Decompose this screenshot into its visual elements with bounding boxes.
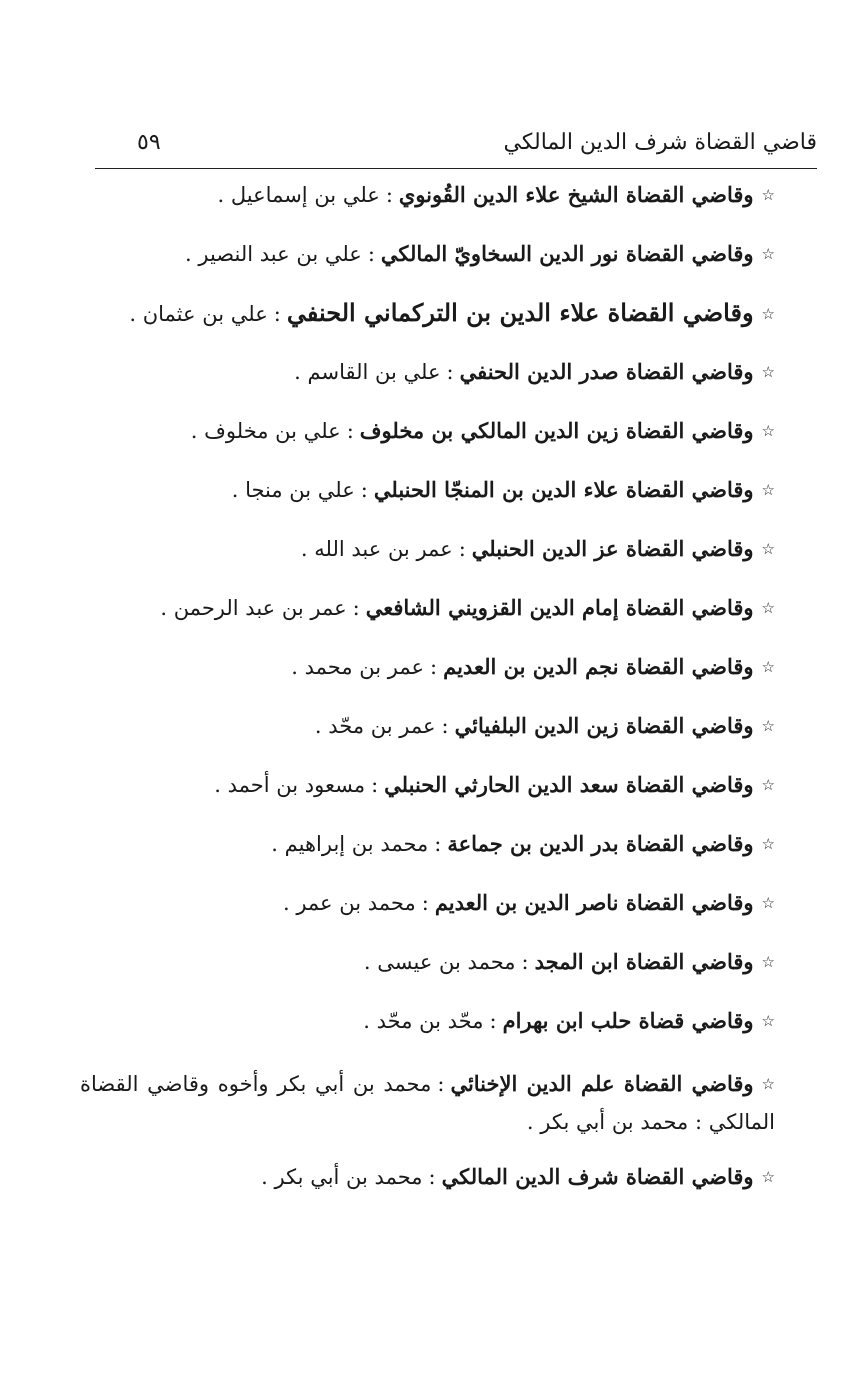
entry-name: محمد بن أبي بكر . (261, 1165, 423, 1189)
star-icon: ☆ (761, 481, 775, 499)
list-item (80, 534, 775, 593)
list-item (80, 888, 775, 947)
entry-title: وقاضي القضاة زين الدين البلفيائي (454, 713, 754, 738)
list-item (80, 711, 775, 770)
list-item (80, 298, 775, 357)
entry-name: عمر بن عبد الله . (300, 537, 453, 561)
entry-separator: : (385, 183, 393, 207)
entry-name: عمر بن عبد الرحمن . (160, 596, 347, 620)
entry-name: محمد بن عيسى . (363, 950, 516, 974)
entry-title: وقاضي القضاة علاء الدين بن المنجّا الحنبلي (373, 477, 754, 502)
entry-title: وقاضي القضاة ناصر الدين بن العديم (434, 890, 754, 915)
list-item (80, 770, 775, 829)
entry-title: وقاضي القضاة نور الدين السخاويّ المالكي (380, 241, 754, 266)
entry-separator: : (428, 1165, 436, 1189)
list-item (80, 475, 775, 534)
entry-name: علي بن منجا . (231, 478, 355, 502)
list-item (80, 1162, 775, 1221)
star-icon: ☆ (761, 363, 775, 381)
entry-title: وقاضي القضاة شرف الدين المالكي (441, 1164, 754, 1189)
entry-separator: : (434, 832, 442, 856)
entry-separator: : (346, 419, 354, 443)
entry-title: وقاضي القضاة ابن المجد (534, 949, 754, 974)
entry-title: وقاضي القضاة علم الدين الإخنائي (450, 1071, 754, 1096)
star-icon: ☆ (761, 305, 775, 323)
entry-name: مسعود بن أحمد . (214, 773, 366, 797)
star-icon: ☆ (761, 540, 775, 558)
entry-name: محمد بن عمر . (282, 891, 416, 915)
star-icon: ☆ (761, 717, 775, 735)
star-icon: ☆ (761, 1075, 775, 1093)
list-item (80, 652, 775, 711)
entry-title: وقاضي القضاة زين الدين المالكي بن مخلوف (359, 418, 754, 443)
entry-title: وقاضي قضاة حلب ابن بهرام (502, 1008, 754, 1033)
star-icon: ☆ (761, 776, 775, 794)
list-item (80, 593, 775, 652)
entry-list (80, 180, 775, 1221)
entry-title: وقاضي القضاة نجم الدين بن العديم (443, 654, 754, 679)
entry-name: علي بن مخلوف . (190, 419, 341, 443)
entry-title: وقاضي القضاة علاء الدين بن التركماني الحنفي (286, 298, 754, 327)
list-item (80, 1065, 817, 1141)
entry-separator: : (521, 950, 529, 974)
star-icon: ☆ (761, 1012, 775, 1030)
star-icon: ☆ (761, 658, 775, 676)
entry-name: علي بن عبد النصير . (185, 242, 362, 266)
list-item (80, 357, 775, 416)
entry-name: محمد بن أبي بكر وأخوه وقاضي القضاة المالكي : محمد بن أبي بكر . (80, 1072, 775, 1134)
entry-name: محمد بن إبراهيم . (271, 832, 429, 856)
list-item (80, 180, 775, 239)
list-item (80, 947, 775, 1006)
star-icon: ☆ (761, 953, 775, 971)
entry-title: وقاضي القضاة بدر الدين بن جماعة (447, 831, 754, 856)
list-item (80, 1006, 775, 1065)
star-icon: ☆ (761, 1168, 775, 1186)
entry-title: وقاضي القضاة صدر الدين الحنفي (459, 359, 754, 384)
list-item (80, 239, 775, 298)
entry-separator: : (371, 773, 379, 797)
star-icon: ☆ (761, 186, 775, 204)
entry-name: محّد بن محّد . (363, 1009, 484, 1033)
star-icon: ☆ (761, 245, 775, 263)
star-icon: ☆ (761, 422, 775, 440)
entry-separator: : (430, 655, 438, 679)
entry-separator: : (441, 714, 449, 738)
entry-name: علي بن عثمان . (129, 302, 268, 326)
entry-name: عمر بن محمد . (291, 655, 425, 679)
entry-name: عمر بن محّد . (314, 714, 436, 738)
entry-separator: : (421, 891, 429, 915)
entry-title: وقاضي القضاة إمام الدين القزويني الشافعي (365, 595, 754, 620)
entry-title: وقاضي القضاة سعد الدين الحارثي الحنبلي (384, 772, 754, 797)
list-item (80, 416, 775, 475)
list-item (80, 829, 775, 888)
page-header (95, 128, 817, 169)
entry-name: علي بن إسماعيل . (217, 183, 380, 207)
entry-separator: : (360, 478, 368, 502)
entry-separator: : (446, 360, 454, 384)
entry-separator: : (437, 1072, 445, 1096)
running-title: قاضي القضاة شرف الدين المالكي (503, 130, 817, 155)
star-icon: ☆ (761, 835, 775, 853)
entry-separator: : (458, 537, 466, 561)
entry-name: علي بن القاسم . (294, 360, 441, 384)
entry-separator: : (352, 596, 360, 620)
star-icon: ☆ (761, 894, 775, 912)
page-number: ٥٩ (137, 130, 161, 155)
entry-title: وقاضي القضاة عز الدين الحنبلي (471, 536, 754, 561)
entry-title: وقاضي القضاة الشيخ علاء الدين القُونوي (398, 182, 754, 207)
entry-separator: : (273, 302, 281, 326)
star-icon: ☆ (761, 599, 775, 617)
entry-separator: : (367, 242, 375, 266)
entry-separator: : (489, 1009, 497, 1033)
